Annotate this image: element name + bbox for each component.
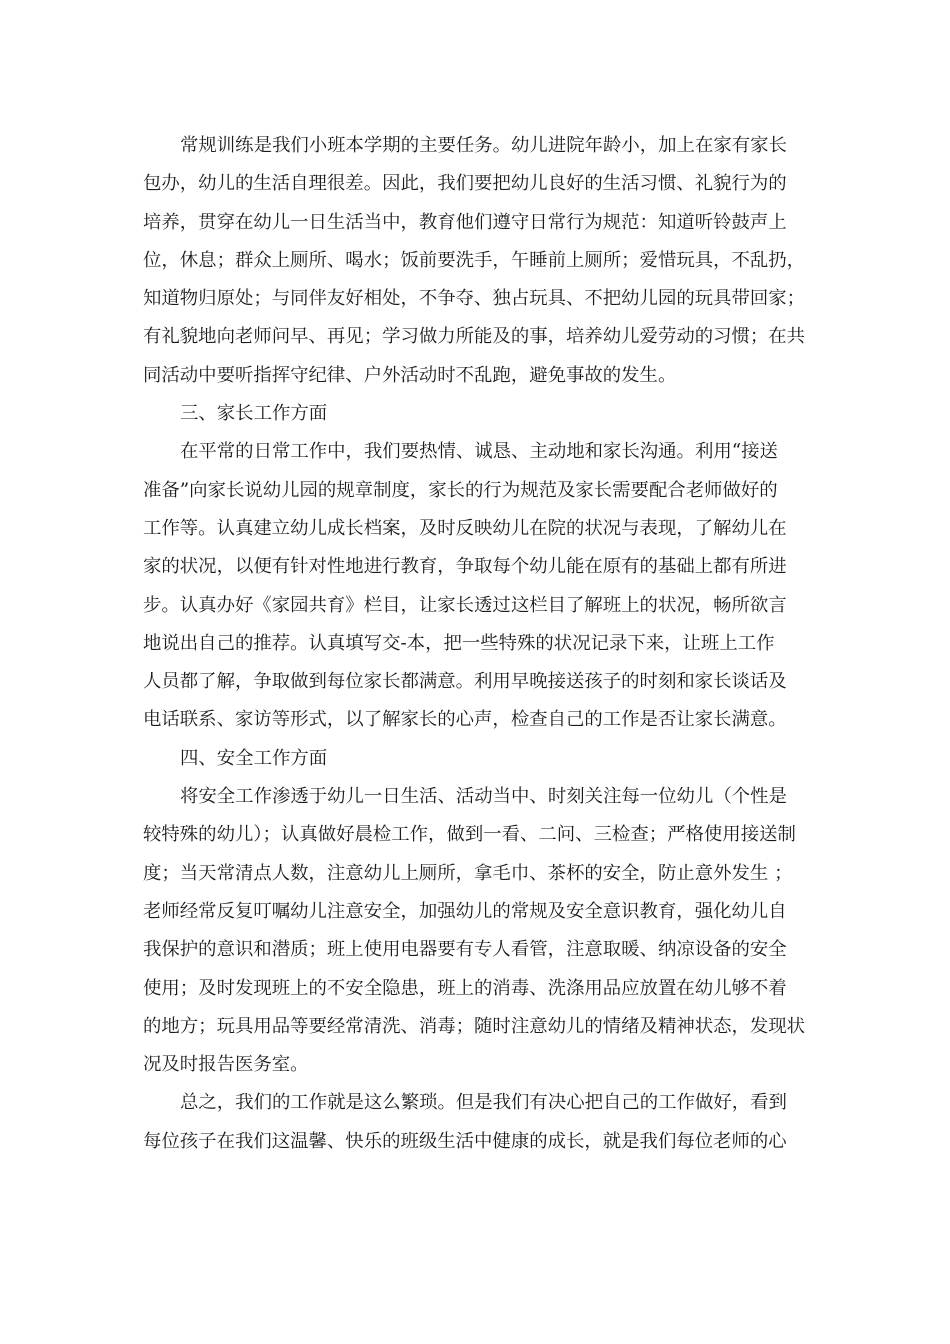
text-line: 家的状况，以便有针对性地进行教育，争取每个幼儿能在原有的基础上都有所进 <box>143 556 787 578</box>
section-heading-safety-work <box>143 740 808 778</box>
paragraph-conclusion <box>143 1084 808 1161</box>
text-line: 我保护的意识和潜质；班上使用电器要有专人看管，注意取暖、纳凉设备的安全 <box>143 939 787 961</box>
text-line: 况及时报告医务室。 <box>143 1054 309 1076</box>
section-heading: 三、家长工作方面 <box>180 403 328 425</box>
text-line: 较特殊的幼儿）；认真做好晨检工作，做到一看、二问、三检查；严格使用接送制 <box>143 824 796 846</box>
text-line: 人员都了解，争取做到每位家长都满意。利用早晚接送孩子的时刻和家长谈话及 <box>143 671 787 693</box>
paragraph-parent-work <box>143 433 808 739</box>
text-line: 的地方；玩具用品等要经常清洗、消毒；随时注意幼儿的情绪及精神状态，发现状 <box>143 1015 806 1037</box>
text-line: 位，休息；群众上厕所、喝水；饭前要洗手，午睡前上厕所；爱惜玩具，不乱扔， <box>143 249 806 271</box>
text-line: 有礼貌地向老师问早、再见；学习做力所能及的事，培养幼儿爱劳动的习惯；在共 <box>143 326 806 348</box>
text-line: 每位孩子在我们这温馨、快乐的班级生活中健康的成长，就是我们每位老师的心 <box>143 1130 787 1152</box>
text-line: 电话联系、家访等形式，以了解家长的心声，检查自己的工作是否让家长满意。 <box>143 709 787 731</box>
text-line: 知道物归原处；与同伴友好相处，不争夺、独占玩具、不把幼儿园的玩具带回家； <box>143 288 806 310</box>
text-line: 培养，贯穿在幼儿一日生活当中，教育他们遵守日常行为规范：知道听铃鼓声上 <box>143 211 787 233</box>
text-line: 度；当天常清点人数，注意幼儿上厕所，拿毛巾、茶杯的安全，防止意外发生 ； <box>143 862 793 884</box>
text-line: 常规训练是我们小班本学期的主要任务。幼儿进院年龄小，加上在家有家长 <box>180 135 787 156</box>
text-line: 使用；及时发现班上的不安全隐患，班上的消毒、洗涤用品应放置在幼儿够不着 <box>143 977 787 999</box>
text-line: 总之，我们的工作就是这么繁琐。但是我们有决心把自己的工作做好，看到 <box>180 1092 787 1114</box>
text-line: 将安全工作渗透于幼儿一日生活、活动当中、时刻关注每一位幼儿（个性是 <box>180 786 787 808</box>
text-line: 步。认真办好《家园共育》栏目，让家长透过这栏目了解班上的状况，畅所欲言 <box>143 594 787 616</box>
paragraph-routine-training <box>143 127 808 395</box>
text-line: 工作等。认真建立幼儿成长档案，及时反映幼儿在院的状况与表现，了解幼儿在 <box>143 517 787 539</box>
text-line: 地说出自己的推荐。认真填写交-本，把一些特殊的状况记录下来，让班上工作 <box>143 632 775 654</box>
text-line: 准备”向家长说幼儿园的规章制度，家长的行为规范及家长需要配合老师做好的 <box>143 479 778 501</box>
paragraph-safety-work <box>143 778 808 1084</box>
section-heading: 四、安全工作方面 <box>180 747 328 769</box>
text-line: 在平常的日常工作中，我们要热情、诚恳、主动地和家长沟通。利用“接送 <box>180 441 778 463</box>
section-heading-parent-work <box>143 395 808 433</box>
text-line: 同活动中要听指挥守纪律、户外活动时不乱跑，避免事故的发生。 <box>143 364 677 386</box>
text-line: 老师经常反复叮嘱幼儿注意安全，加强幼儿的常规及安全意识教育，强化幼儿自 <box>143 900 787 922</box>
document-page <box>143 127 808 1161</box>
text-line: 包办，幼儿的生活自理很差。因此，我们要把幼儿良好的生活习惯、礼貌行为的 <box>143 173 787 195</box>
